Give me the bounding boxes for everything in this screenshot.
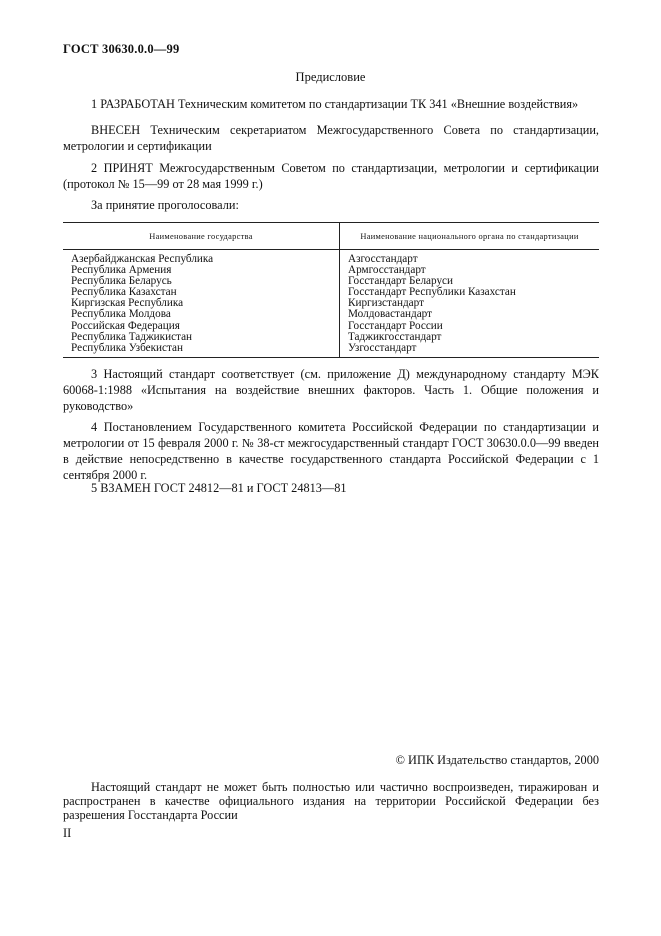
- table-row: [63, 309, 599, 320]
- table-header-row: [63, 223, 599, 250]
- paragraph-text: 2 ПРИНЯТ Межгосударственным Советом по стандартизации, метрологии и сертификации (протокол № 15—99 от 28 мая 1999 г.): [63, 161, 599, 191]
- state-cell: Азербайджанская Республика: [63, 250, 340, 266]
- paragraph-text: 5 ВЗАМЕН ГОСТ 24812—81 и ГОСТ 24813—81: [91, 481, 347, 495]
- paragraph-correspondence: [63, 366, 599, 414]
- page-number: II: [63, 826, 72, 840]
- paragraph-developed-by: [63, 96, 599, 112]
- body-cell: Узгосстандарт: [340, 343, 600, 358]
- paragraph-text: 1 РАЗРАБОТАН Техническим комитетом по стандартизации ТК 341 «Внешние воздействия»: [91, 97, 579, 111]
- preface-title: Предисловие: [295, 70, 366, 84]
- paragraph-enactment: [63, 419, 599, 483]
- document-code-header: ГОСТ 30630.0.0—99: [63, 42, 180, 56]
- voted-for-label: За принятие проголосовали:: [91, 198, 239, 212]
- state-cell: Республика Таджикистан: [63, 332, 340, 343]
- body-cell: Киргизстандарт: [348, 297, 424, 310]
- body-cell: Азгосстандарт: [348, 253, 418, 265]
- paragraph-introduced-by: [63, 122, 599, 154]
- body-cell: Госстандарт Республики Казахстан: [348, 286, 516, 299]
- column-header-national-body: Наименование национального органа по стандартизации: [340, 223, 600, 250]
- table-row: [63, 250, 599, 266]
- reproduction-notice: [63, 780, 599, 822]
- paragraph-adopted-by: [63, 160, 599, 192]
- body-cell: Армгосстандарт: [348, 264, 426, 277]
- body-cell: Госстандарт Беларуси: [348, 275, 453, 288]
- state-cell: Республика Армения: [63, 265, 340, 276]
- body-cell: Таджикгосстандарт: [348, 330, 442, 343]
- paragraph-text: 4 Постановлением Государственного комитета Российской Федерации по стандартизации и метрологии от 15 февраля 2000 г. № 38-ст межгосударственный стандарт ГОСТ 30630.0.0—99 введен в действие непосредственно в качестве государственного стандарта Российской Федерации с 1 сентября 2000 г.: [63, 420, 599, 482]
- state-cell: Киргизская Республика: [63, 298, 340, 309]
- state-cell: Республика Молдова: [63, 309, 340, 320]
- paragraph-text: 3 Настоящий стандарт соответствует (см. приложение Д) международному стандарту МЭК 60068-1:1988 «Испытания на воздействие внешних факторов. Часть 1. Общие положения и руководство»: [63, 367, 599, 413]
- body-cell: Госстандарт России: [348, 319, 443, 332]
- body-cell: Молдовастандарт: [348, 308, 433, 321]
- paragraph-replaces: [63, 480, 599, 496]
- state-cell: Российская Федерация: [63, 321, 340, 332]
- voting-states-table: [63, 222, 599, 358]
- notice-text: Настоящий стандарт не может быть полностью или частично воспроизведен, тиражирован и распространен в качестве официального издания на территории Российской Федерации без разрешения Госстандарта России: [63, 780, 599, 822]
- table-row: [63, 321, 599, 332]
- state-cell: Республика Казахстан: [63, 287, 340, 298]
- state-cell: Республика Узбекистан: [63, 343, 340, 358]
- state-cell: Республика Беларусь: [63, 276, 340, 287]
- table-row: [63, 343, 599, 358]
- copyright-line: © ИПК Издательство стандартов, 2000: [395, 753, 599, 767]
- paragraph-text: ВНЕСЕН Техническим секретариатом Межгосударственного Совета по стандартизации, метрологии и сертификации: [63, 123, 599, 153]
- column-header-state: Наименование государства: [63, 223, 340, 250]
